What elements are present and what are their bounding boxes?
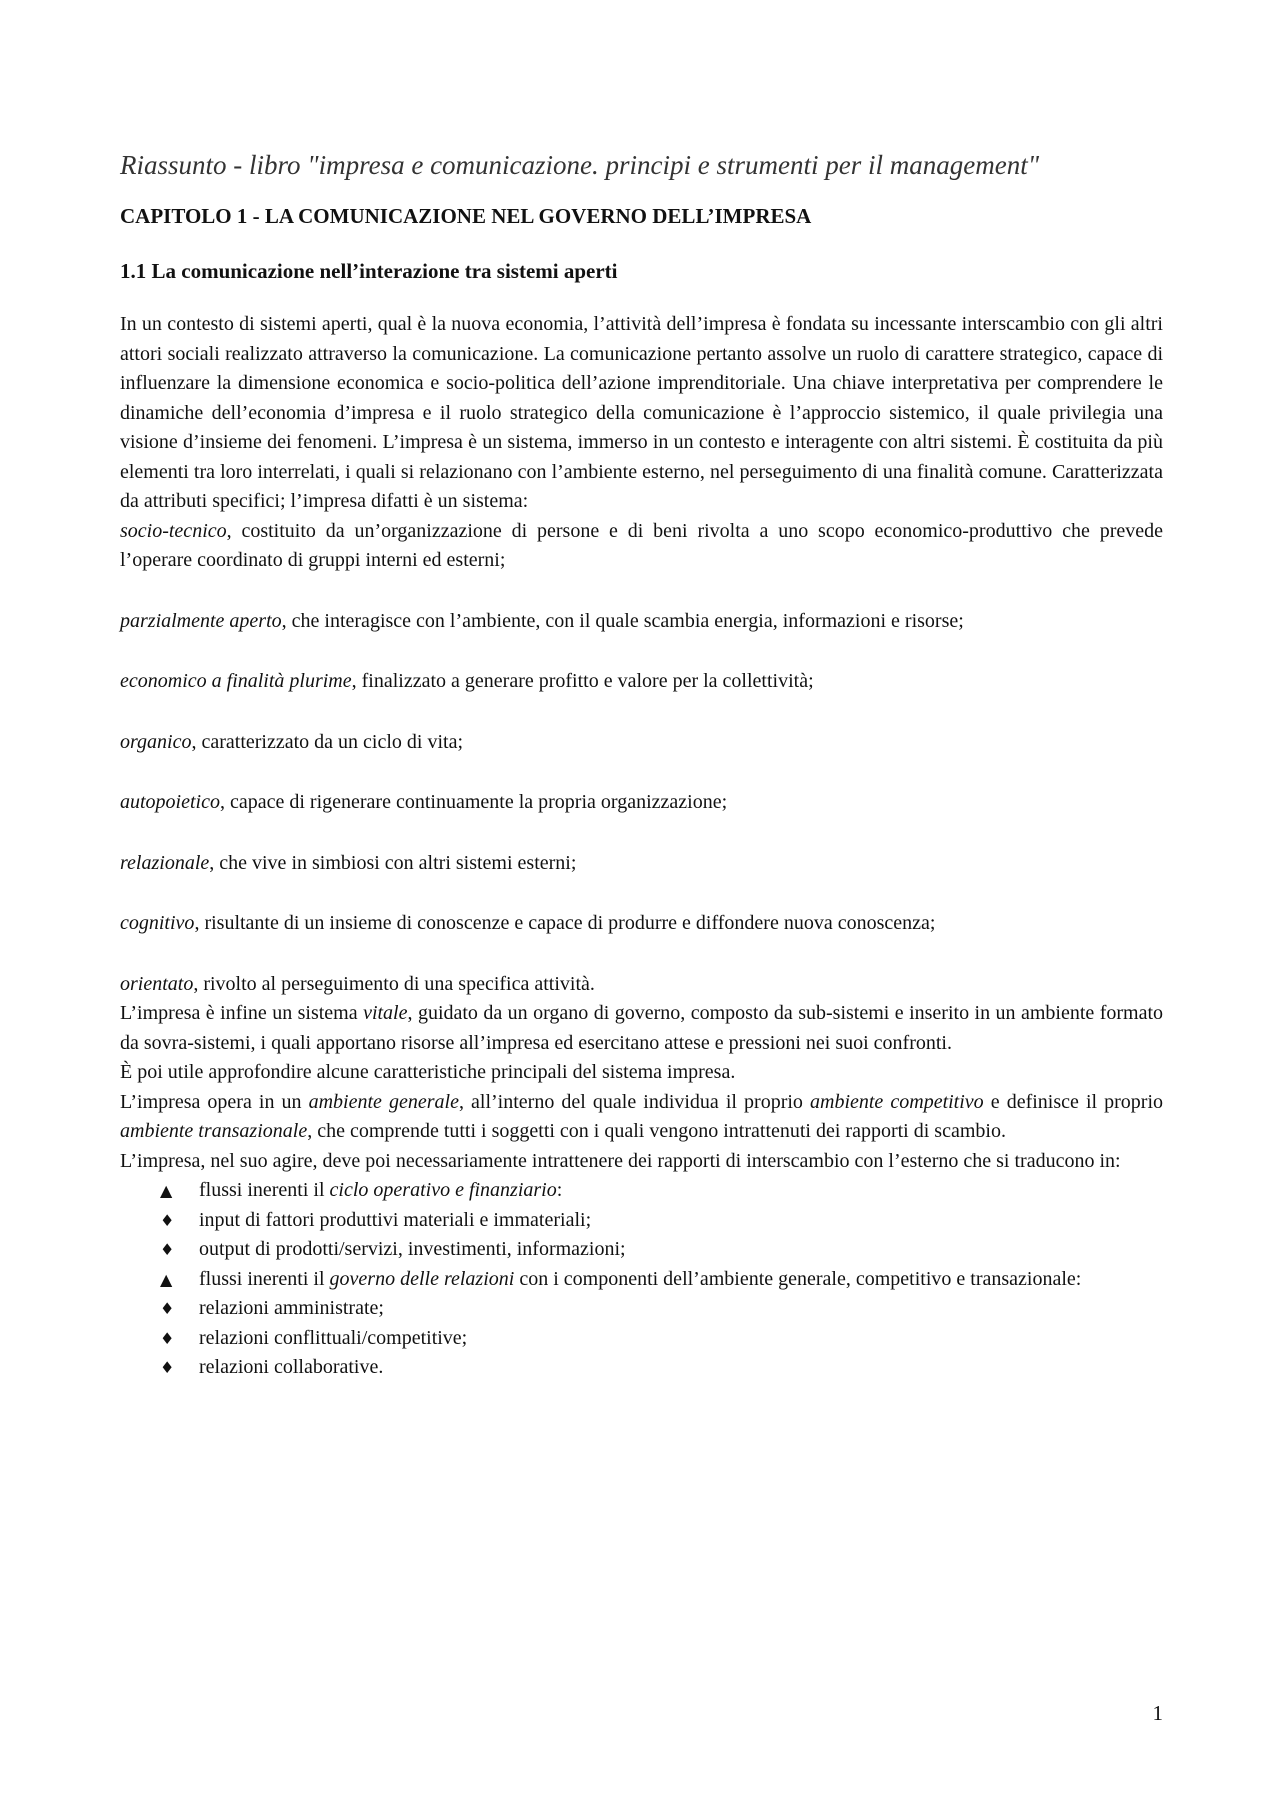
ambiente-text-c: , all’interno del quale individua il proprio (458, 1090, 810, 1113)
list-item-text: relazioni amministrate; (199, 1297, 384, 1319)
attribute-term: organico (120, 730, 192, 753)
attribute-text: , rivolto al perseguimento di una specifica attività. (193, 972, 595, 995)
page-number: 1 (1152, 1701, 1163, 1725)
attribute-term: economico a finalità plurime (120, 670, 352, 692)
vitale-post: , guidato da un organo di governo, composto da sub-sistemi e inserito in un ambiente formato da sovra-sistemi, i quali apportano risorse all’impresa ed esercitano attese e pressioni nei suoi confronti. (120, 1002, 1163, 1054)
diamond-bullet-icon: ♦ (160, 1240, 175, 1259)
list-item-text: output di prodotti/servizi, investimenti, informazioni; (199, 1238, 626, 1260)
diamond-bullet-icon: ♦ (160, 1328, 175, 1348)
document-title: Riassunto - libro "impresa e comunicazione. principi e strumenti per il management" (120, 150, 1040, 180)
flow-text (199, 1176, 1163, 1206)
flow-list-2 (120, 1265, 1163, 1295)
attribute-item (120, 517, 1163, 576)
section-heading: 1.1 La comunicazione nell’interazione tra sistemi aperti (120, 259, 618, 283)
attribute-text: , risultante di un insieme di conoscenze e capace di produrre e diffondere nuova conoscenza; (194, 912, 936, 934)
flow2-sublist (120, 1294, 1163, 1383)
attribute-text: , capace di rigenerare continuamente la propria organizzazione; (219, 791, 728, 813)
ambiente-paragraph (120, 1088, 1163, 1147)
diamond-bullet-icon: ♦ (160, 1210, 175, 1230)
ambiente-text-a: L’impresa opera in un (120, 1090, 309, 1113)
list-item (120, 1206, 1163, 1236)
rapporti-paragraph: L’impresa, nel suo agire, deve poi necessariamente intrattenere dei rapporti di interscambio con l’esterno che si traducono in: (120, 1149, 1121, 1172)
ambiente-transazionale-term: ambiente transazionale (120, 1120, 308, 1142)
flow-pre: flussi inerenti il (199, 1179, 330, 1201)
ambiente-text-e: e definisce il proprio (983, 1090, 1164, 1113)
flow-post: con i componenti dell’ambiente generale, competitivo e transazionale: (514, 1267, 1082, 1290)
flow-text (199, 1265, 1163, 1295)
attribute-text: , che vive in simbiosi con altri sistemi esterni; (209, 851, 577, 874)
attribute-item (120, 970, 1163, 1000)
approfondire-paragraph: È poi utile approfondire alcune caratteristiche principali del sistema impresa. (120, 1061, 736, 1083)
flow-list-1 (120, 1176, 1163, 1206)
attribute-term: relazionale (120, 851, 210, 874)
document-page (120, 148, 1163, 1383)
attribute-term: socio-tecnico (120, 519, 227, 542)
flow1-sublist (120, 1206, 1163, 1265)
intro-paragraph: In un contesto di sistemi aperti, qual è la nuova economia, l’attività dell’impresa è fondata su incessante interscambio con gli altri attori sociali realizzato attraverso la comunicazione. La comunicazione pertanto assolve un ruolo di carattere strategico, capace di influenzare la dimensione economica e socio-politica dell’azione imprenditoriale. Una chiave interpretativa per comprendere le dinamiche dell’economia d’impresa e il ruolo strategico della comunicazione è l’approccio sistemico, il quale privilegia una visione d’insieme dei fenomeni. L’impresa è un sistema, immerso in un contesto e interagente con altri sistemi. È costituita da più elementi tra loro interrelati, i quali si relazionano con l’ambiente esterno, nel perseguimento di una finalità comune. Caratterizzata da attributi specifici; l’impresa difatti è un sistema: (120, 313, 1163, 512)
attribute-term: orientato (120, 972, 194, 995)
attribute-text: , che interagisce con l’ambiente, con il quale scambia energia, informazioni e risorse; (281, 609, 964, 632)
list-item (120, 1235, 1163, 1265)
chapter-heading: CAPITOLO 1 - LA COMUNICAZIONE NEL GOVERNO DELL’IMPRESA (120, 204, 812, 228)
vitale-term: vitale (363, 1002, 408, 1024)
ambiente-competitivo-term: ambiente competitivo (810, 1090, 984, 1113)
list-item-text: relazioni collaborative. (199, 1356, 384, 1378)
triangle-bullet-icon: ▲ (160, 1181, 173, 1200)
list-item (120, 1265, 1163, 1295)
diamond-bullet-icon: ♦ (160, 1299, 175, 1318)
attribute-item (120, 728, 1163, 758)
attribute-item (120, 909, 1163, 939)
list-item-text: input di fattori produttivi materiali e immateriali; (199, 1208, 592, 1231)
vitale-pre: L’impresa è infine un sistema (120, 1002, 364, 1024)
ambiente-text-g: , che comprende tutti i soggetti con i quali vengono intrattenuti dei rapporti di scambio. (307, 1120, 1006, 1142)
attribute-text: , finalizzato a generare profitto e valore per la collettività; (351, 670, 814, 692)
attribute-term: cognitivo (120, 912, 195, 934)
list-item (120, 1294, 1163, 1324)
list-item (120, 1324, 1163, 1354)
flow-post: : (556, 1179, 563, 1201)
list-item (120, 1353, 1163, 1383)
attribute-item (120, 607, 1163, 637)
attribute-item (120, 788, 1163, 818)
attribute-text: , caratterizzato da un ciclo di vita; (191, 730, 464, 753)
attribute-term: autopoietico (120, 791, 220, 813)
list-item-text: relazioni conflittuali/competitive; (199, 1326, 468, 1349)
ambiente-generale-term: ambiente generale (308, 1090, 459, 1113)
attribute-item (120, 667, 1163, 697)
flow-term: governo delle relazioni (329, 1267, 515, 1290)
list-item (120, 1176, 1163, 1206)
attribute-item (120, 849, 1163, 879)
diamond-bullet-icon: ♦ (160, 1358, 175, 1377)
vitale-paragraph (120, 999, 1163, 1058)
flow-pre: flussi inerenti il (199, 1267, 330, 1290)
attribute-term: parzialmente aperto (120, 609, 282, 632)
triangle-bullet-icon: ▲ (160, 1269, 173, 1289)
attribute-text: , costituito da un’organizzazione di persone e di beni rivolta a uno scopo economico-produttivo che prevede l’operare coordinato di gruppi interni ed esterni; (120, 519, 1163, 571)
flow-term: ciclo operativo e finanziario (329, 1179, 557, 1201)
